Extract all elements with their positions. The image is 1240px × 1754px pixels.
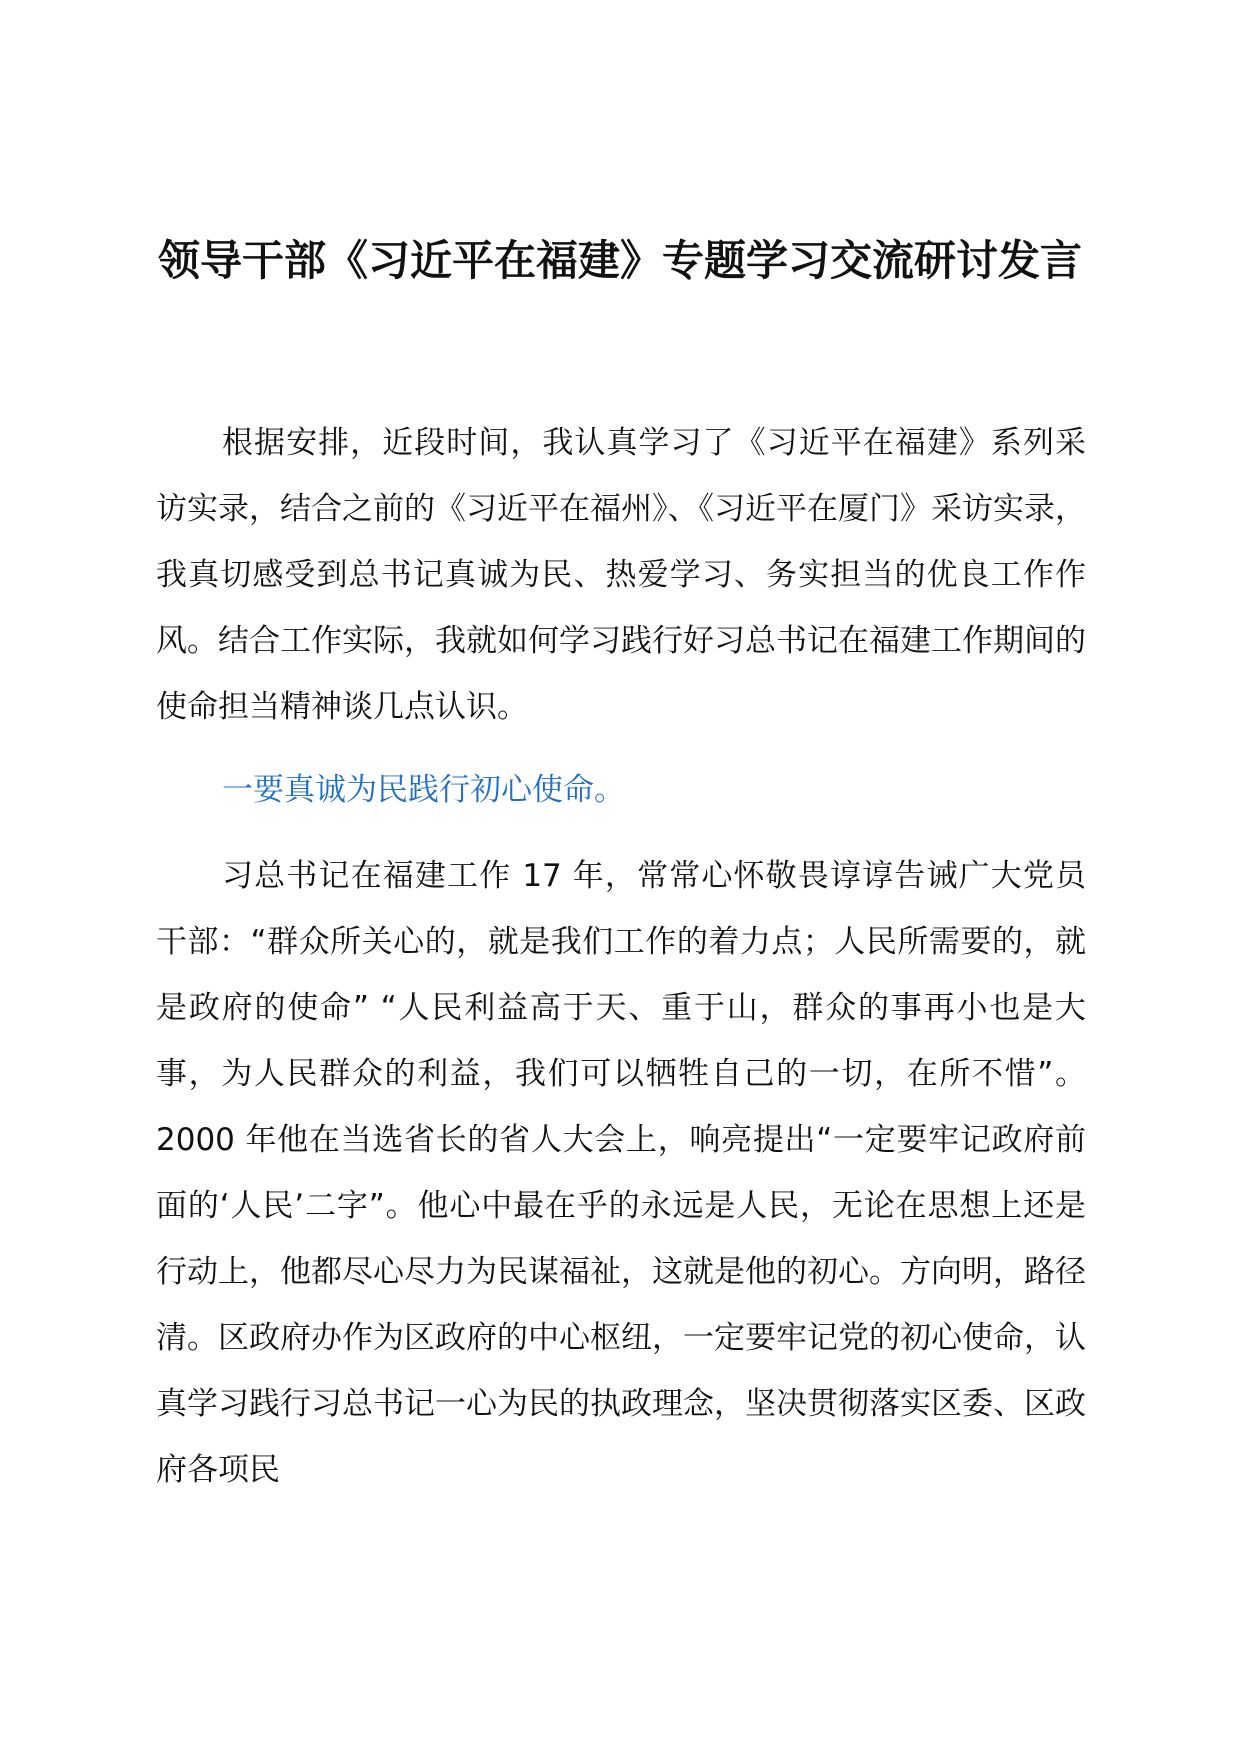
body-paragraph-2: 习总书记在福建工作 17 年，常常心怀敬畏谆谆告诫广大党员干部：“群众所关心的，就是我们工作的着力点；人民所需要的，就是政府的使命” “人民利益高于天、重于山，群众的事再小也是大事，为人民群众的利益，我们可以牺牲自己的一切，在所不惜”。2000 年他在当选省长的省人大会上，响亮提出“一定要牢记政府前面的‘人民’二字”。他心中最在乎的永远是人民，无论在思想上还是行动上，他都尽心尽力为民谋福祉，这就是他的初心。方向明，路径清。区政府办作为区政府的中心枢纽，一定要牢记党的初心使命，认真学习践行习总书记一心为民的执政理念，坚决贯彻落实区委、区政府各项民 [156,858,1086,1488]
document-title: 领导干部《习近平在福建》专题学习交流研讨发言 [157,236,1082,285]
section-heading-1: 一要真诚为民践行初心使命。 [222,772,625,808]
body-paragraph-1: 根据安排，近段时间，我认真学习了《习近平在福建》系列采访实录，结合之前的《习近平在福州》、《习近平在厦门》采访实录，我真切感受到总书记真诚为民、热爱学习、务实担当的优良工作作风。结合工作实际，我就如何学习践行好习总书记在福建工作期间的使命担当精神谈几点认识。 [156,425,1086,725]
